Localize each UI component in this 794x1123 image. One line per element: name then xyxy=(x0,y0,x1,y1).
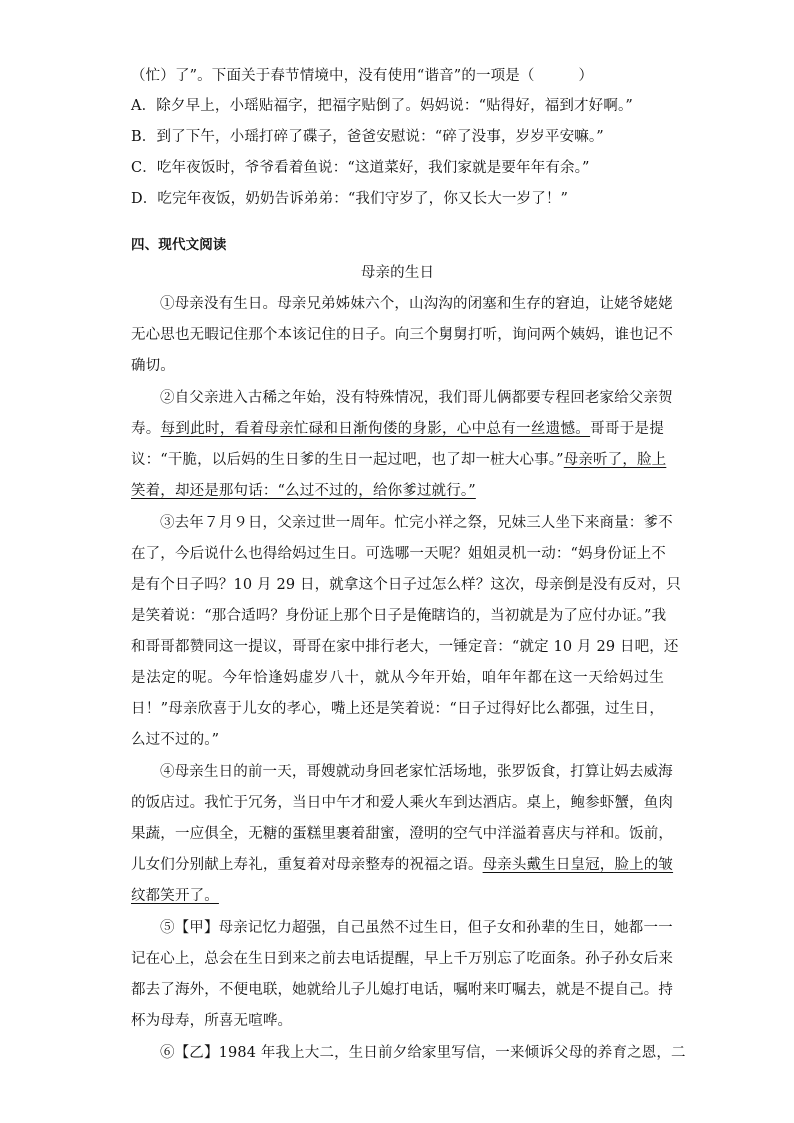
option-b: B．到了下午，小瑶打碎了碟子，爸爸安慰说：“碎了没事，岁岁平安嘛。” xyxy=(131,129,604,145)
question-stem: （忙）了”。下面关于春节情境中，没有使用“谐音”的一项是（ ） xyxy=(131,68,594,84)
p4-line-3: 果蔬，一应俱全，无糖的蛋糕里裹着甜蜜，澄明的空气中洋溢着喜庆与祥和。饭前， xyxy=(131,826,674,842)
p3-line-1: ③去年７月９日，父亲过世一周年。忙完小祥之祭，兄妹三人坐下来商量：爹不 xyxy=(160,515,673,531)
p2-line-2-start: 寿。 xyxy=(131,421,161,437)
p2-line-4 xyxy=(131,481,664,501)
p2-line-2-end: 哥哥于是提 xyxy=(590,421,664,437)
p1-line-2: 无心思也无暇记住那个本该记住的日子。向三个舅舅打听，询问两个姨妈，谁也记不 xyxy=(131,327,674,343)
p1-line-1: ①母亲没有生日。母亲兄弟姊妹六个，山沟沟的闭塞和生存的窘迫，让姥爷姥姥 xyxy=(160,296,673,312)
p6-line-1: ⑥【乙】1984 年我上大二，生日前夕给家里写信，一来倾诉父母的养育之恩，二 xyxy=(160,1045,686,1061)
p3-line-4: 是笑着说：“那合适吗？身份证上那个日子是俺瞎诌的，当初就是为了应付办证。”我 xyxy=(131,608,667,624)
p3-line-7: 日！”母亲欣喜于儿女的孝心，嘴上还是笑着说：“日子过得好比么都强，过生日， xyxy=(131,701,664,717)
p5-line-2: 记在心上，总会在生日到来之前去电话提醒，早上千万别忘了吃面条。孙子孙女后来 xyxy=(131,951,674,967)
p3-line-8: 么过不过的。” xyxy=(131,732,220,748)
p5-line-1: ⑤【甲】母亲记忆力超强，自己虽然不过生日，但子女和孙辈的生日，她都一一 xyxy=(160,920,673,936)
p4-line-1: ④母亲生日的前一天，哥嫂就动身回老家忙活场地，张罗饭食，打算让妈去威海 xyxy=(160,764,673,780)
p2-underlined-sentence-2a: 母亲听了，脸上 xyxy=(563,452,667,468)
p4-line-4 xyxy=(131,855,674,875)
option-d: D．吃完年夜饭，奶奶告诉弟弟：“我们守岁了，你又长大一岁了！” xyxy=(131,191,569,207)
option-a: A．除夕早上，小瑶贴福字，把福字贴倒了。妈妈说：“贴得好，福到才好啊。” xyxy=(131,98,633,114)
p5-line-4: 杯为母寿，所喜无喧哗。 xyxy=(131,1013,293,1029)
p3-line-5: 和哥哥都赞同这一提议，哥哥在家中排行老大，一锤定音：“就定 10 月 29 日吧，还 xyxy=(131,639,679,655)
article-title: 母亲的生日 xyxy=(360,265,435,281)
p4-underlined-sentence-b: 纹都笑开了。 xyxy=(131,888,219,904)
p2-underlined-sentence-1: 每到此时，看着母亲忙碌和日渐佝偻的身影，心中总有一丝遗憾。 xyxy=(160,421,591,437)
p1-line-3: 确切。 xyxy=(131,358,175,374)
p4-line-2: 的饭店过。我忙于冗务，当日中午才和爱人乘火车到达酒店。桌上，鲍参虾蟹，鱼肉 xyxy=(131,795,674,811)
p4-line-4-start: 儿女们分别献上寿礼，重复着对母亲整寿的祝福之语。 xyxy=(131,857,483,873)
p2-line-2 xyxy=(131,419,664,439)
p4-line-5 xyxy=(131,886,664,906)
p3-line-2: 在了，今后说什么也得给妈过生日。可选哪一天呢？姐姐灵机一动：“妈身份证上不 xyxy=(131,546,666,562)
p3-line-3: 是有个日子吗？10 月 29 日，就拿这个日子过怎么样？这次，母亲倒是没有反对，只 xyxy=(131,577,681,593)
p5-line-3: 都去了海外，不便电联，她就给儿子儿媳打电话，嘱咐来叮嘱去，就是不提自己。持 xyxy=(131,982,674,998)
p2-line-1: ②自父亲进入古稀之年始，没有特殊情况，我们哥儿俩都要专程回老家给父亲贺 xyxy=(160,390,673,406)
option-c: C．吃年夜饭时，爷爷看着鱼说：“这道菜好，我们家就是要年年有余。” xyxy=(131,160,590,176)
p4-underlined-sentence-a: 母亲头戴生日皇冠，脸上的皱 xyxy=(482,857,674,873)
p2-underlined-sentence-2b: 笑着，却还是那句话：“么过不过的，给你爹过就行。” xyxy=(131,483,476,499)
p3-line-6: 是法定的呢。今年恰逢妈虚岁八十，就从今年开始，咱年年都在这一天给妈过生 xyxy=(131,670,664,686)
p2-line-3 xyxy=(131,450,667,470)
section-heading: 四、现代文阅读 xyxy=(131,237,227,253)
p2-line-3-start: 议：“干脆，以后妈的生日爹的生日一起过吧，也了却一桩大心事。” xyxy=(131,452,564,468)
